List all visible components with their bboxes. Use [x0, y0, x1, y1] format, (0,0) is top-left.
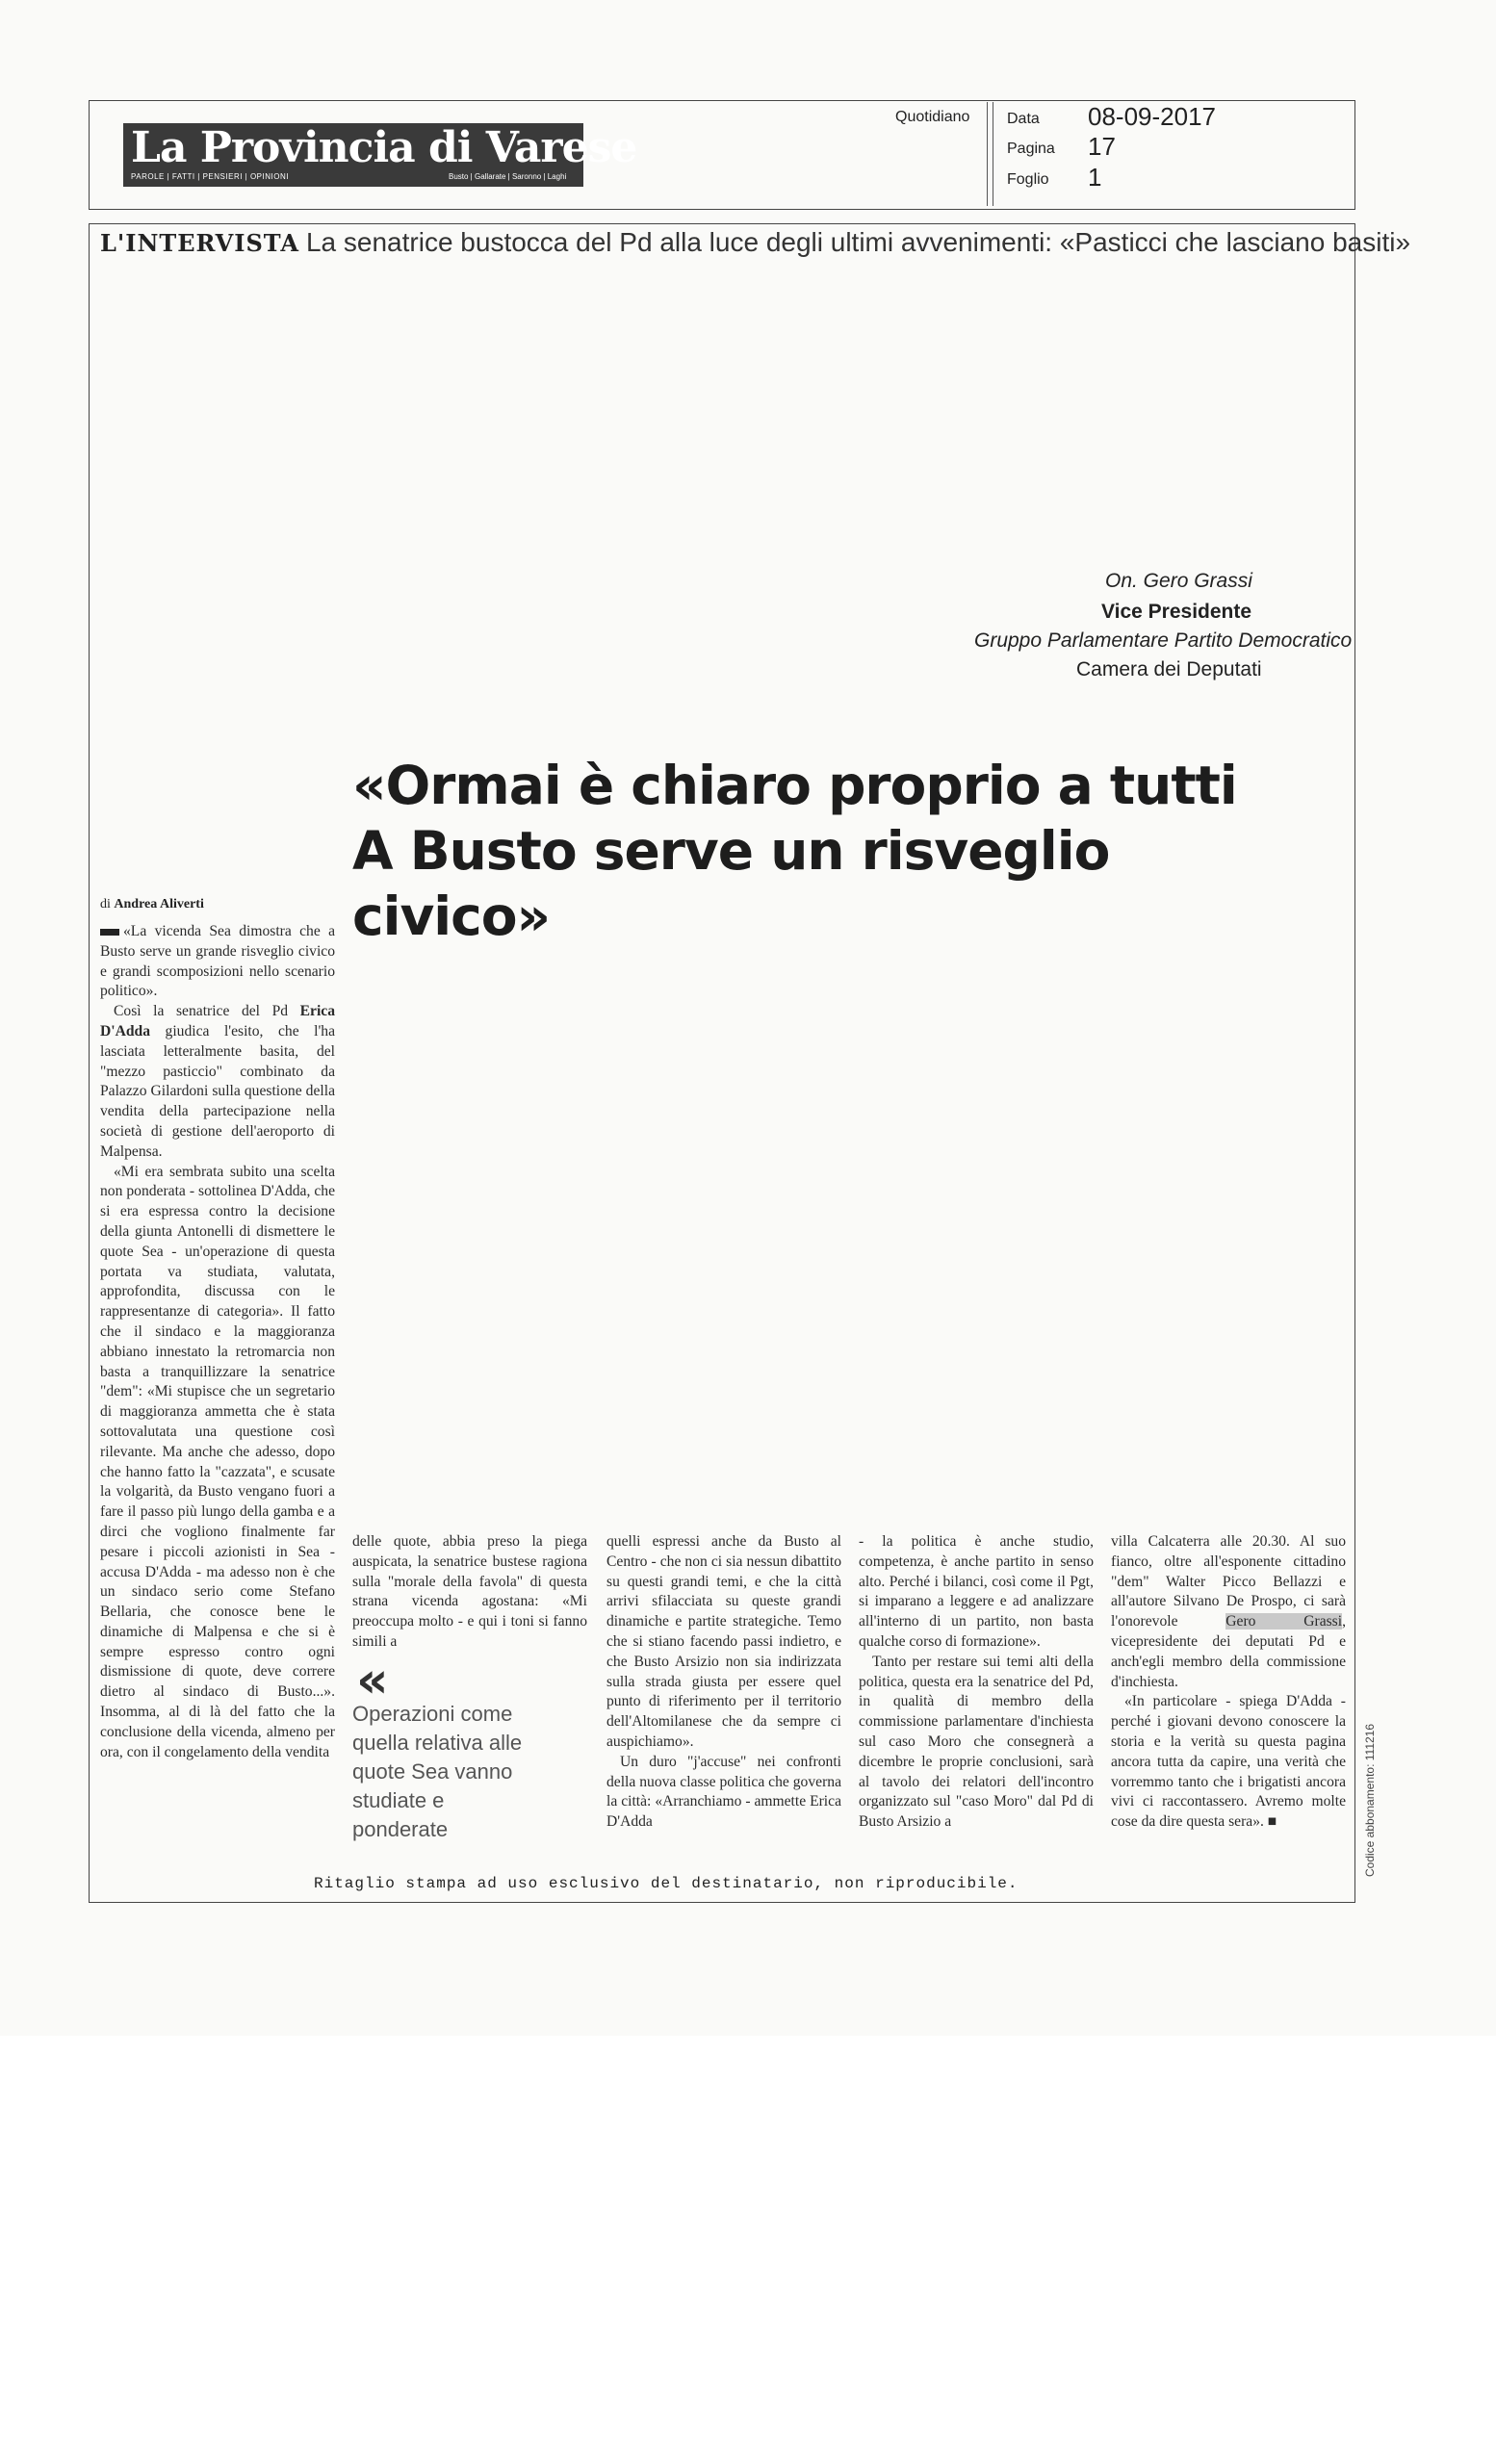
paragraph: delle quote, abbia preso la piega auspicata, la senatrice bustese ragiona sulla "morale della favola" di questa strana vicenda agostana: «Mi preoccupa molto - e qui i toni si fanno simili a — [352, 1533, 587, 1650]
paragraph: Così la senatrice del Pd Erica D'Adda giudica l'esito, che l'ha lasciata letteralmente basita, del "mezzo pasticcio" combinato da Palazzo Gilardoni sulla questione della vendita della partecipazione nella società di gestione dell'aeroporto di Malpensa. — [100, 1003, 335, 1160]
paragraph-marker-icon — [100, 929, 119, 936]
header-divider — [987, 102, 988, 206]
paragraph: «In particolare - spiega D'Adda - perché i giovani devono conoscere la storia e la verità su questa pagina ancora tutta da capire, una verità che vorremmo tanto che i brigatisti ancora vivi ci raccontassero. Avremo molte cose da dire questa sera». ■ — [1111, 1693, 1346, 1831]
pullquote: Operazioni come quella relativa alle quote Sea vanno studiate e ponderate — [352, 1702, 523, 1841]
paragraph: «La vicenda Sea dimostra che a Busto serve un grande risveglio civico e grandi scomposizioni nello scenario politico». — [100, 923, 335, 1000]
stamp-role: Vice Presidente — [1101, 601, 1252, 623]
meta-label-page: Pagina — [1007, 141, 1055, 157]
paragraph: villa Calcaterra alle 20.30. Al suo fianco, oltre all'esponente cittadino "dem" Walter Picco Bellazzi e all'autore Silvano De Prospo, ci sarà l'onorevole Gero Grassi, vicepresidente dei deputati Pd e anch'egli membro della commissione d'inchiesta. — [1111, 1533, 1346, 1690]
meta-label-sheet: Foglio — [1007, 171, 1049, 188]
paragraph: - la politica è anche studio, competenza, è anche partito in senso alto. Perché i bilanci, così come il Pgt, si imparano a leggere e ad analizzare all'interno di un partito, non basta qualche corso di formazione». — [859, 1533, 1094, 1650]
logo-regions: Busto | Gallarate | Saronno | Laghi — [449, 172, 567, 181]
stamp-group: Gruppo Parlamentare Partito Democratico — [974, 629, 1353, 652]
logo-tagline: PAROLE | FATTI | PENSIERI | OPINIONI — [131, 172, 289, 181]
article-column-2 — [352, 1532, 587, 1653]
stamp-name: On. Gero Grassi — [1105, 570, 1252, 592]
newspaper-logo — [123, 123, 637, 187]
kicker — [100, 227, 1410, 259]
publication-type: Quotidiano — [895, 109, 970, 125]
article-column-3 — [606, 1532, 841, 1833]
meta-value-sheet: 1 — [1088, 163, 1102, 192]
paragraph: «Mi era sembrata subito una scelta non ponderata - sottolinea D'Adda, che si era espressa contro la decisione della giunta Antonelli di dismettere le quote Sea - un'operazione di questa portata va studiata, valutata, approfondita, discussa con le rappresentanze di categoria». Il fatto che il sindaco e la maggioranza abbiano innestato la retromarcia non basta a tranquillizzare la senatrice "dem": «Mi stupisce che un segretario di maggioranza ammetta che è stata sottovalutata una questione così rilevante. Ma anche che adesso, dopo che hanno fatto la "cazzata", e scusate la volgarità, da Busto vengano fuori a fare il passo più lungo della gamba e a dirci che vogliono finalmente far pesare i piccoli azionisti in Sea - accusa D'Adda - ma adesso non è che un sindaco serio come Stefano Bellaria, che conosce bene le dinamiche di Malpensa e che si è sempre espresso contro ogni dismissione di quote, deve correre dietro al sindaco di Busto...». Insomma, al di là del fatto che la conclusione della vicenda, almeno per ora, con il congelamento della vendita — [100, 1163, 335, 1760]
headline-line-1: «Ormai è chiaro proprio a tutti — [352, 755, 1237, 816]
article-column-4 — [859, 1532, 1094, 1833]
meta-label-date: Data — [1007, 111, 1040, 127]
meta-value-page: 17 — [1088, 132, 1116, 161]
logo-title: La Provincia di Varese — [131, 123, 637, 172]
highlighted-name: Gero Grassi — [1225, 1613, 1343, 1630]
paragraph: quelli espressi anche da Busto al Centro - che non ci sia nessun dibattito su questi grandi temi, e che la città arrivi sfilacciata su queste grandi dinamiche e partite strategiche. Temo che si stiano facendo passi indietro, e che Busto Arsizio non sia indirizzata sulla strada giusta per essere quel punto di riferimento per il territorio dell'Altomilanese che da sempre ci auspichiamo». — [606, 1533, 841, 1750]
paragraph: Tanto per restare sui temi alti della politica, questa era la senatrice del Pd, in qualità di membro della commissione parlamentare d'inchiesta sul caso Moro che consegnerà a dicembre le proprie conclusioni, sarà al tavolo dei relatori dell'incontro organizzato sul "caso Moro" dal Pd di Busto Arsizio a — [859, 1653, 1094, 1831]
headline-line-2: A Busto serve un risveglio civico» — [352, 820, 1110, 947]
kicker-label: L'INTERVISTA — [100, 229, 299, 257]
pullquote-mark-icon: « — [356, 1652, 389, 1709]
article-column-1 — [100, 922, 335, 1762]
kicker-text: La senatrice bustocca del Pd alla luce degli ultimi avvenimenti: «Pasticci che lasciano basiti» — [305, 227, 1411, 257]
headline — [352, 753, 1315, 949]
meta-value-date: 08-09-2017 — [1088, 102, 1216, 131]
byline — [100, 897, 204, 912]
paragraph: Un duro "j'accuse" nei confronti della nuova classe politica che governa la città: «Arranchiamo - ammette Erica D'Adda — [606, 1753, 841, 1831]
byline-author: Andrea Aliverti — [114, 897, 204, 911]
footer-disclaimer: Ritaglio stampa ad uso esclusivo del destinatario, non riproducibile. — [314, 1875, 1019, 1892]
byline-prefix: di — [100, 897, 111, 911]
article-column-5 — [1111, 1532, 1346, 1833]
stamp-chamber: Camera dei Deputati — [1076, 658, 1262, 680]
subscription-code: Codice abbonamento: 111216 — [1363, 1723, 1377, 1877]
